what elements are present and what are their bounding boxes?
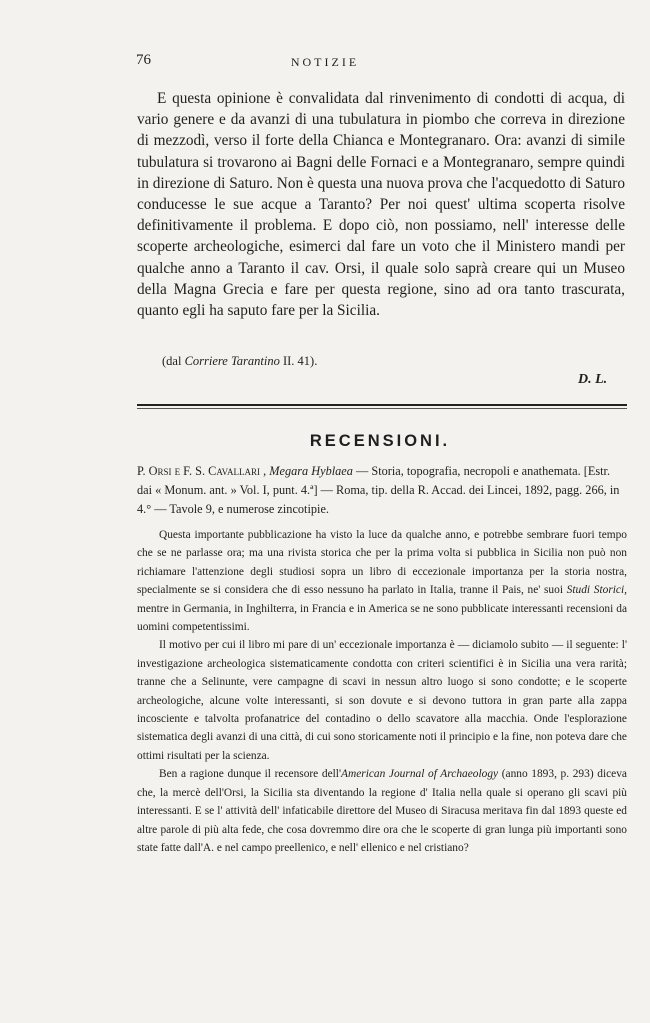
review-paragraph-2: Il motivo per cui il libro mi pare di un' eccezionale importanza è — diciamolo subito — il seguente: l' investigazione archeologica sistematicamente condotta con criteri scientifici è in Sicilia una vera rarità; tranne che a Selinunte, vere campagne di scavi in nessun altro luogo si sono condotte; e le scoperte archeologiche, alcune volte interessanti, si son dovute e si devono tuttora in gran parte alla zappa incosciente e talvolta profanatrice del contadino o dello scavatore alla macchia. Onde l'esplorazione sistematica degli avanzi di una città, di cui sono storicamente noti il principio e la fine, non poteva dare che ottimi risultati per la scienza.: [137, 639, 627, 762]
article-source: [162, 354, 317, 369]
review-p3-start: Ben a ragione dunque il recensore dell': [159, 768, 342, 781]
citation-title: Megara Hyblaea: [269, 464, 353, 478]
review-paragraph-3: [137, 765, 627, 857]
signature: D. L.: [578, 372, 608, 387]
section-title: RECENSIONI.: [309, 432, 451, 450]
citation-details: — Storia, topografia, necropoli e anathemata. [Estr. dai « Monum. ant. » Vol. I, punt. 4.ª] — Roma, tip. della R. Accad. dei Lincei, 1892, pagg. 266, in 4.° — Tavole 9, e numerose zincotipie.: [137, 464, 620, 516]
review-p3-italic: American Journal of Archaeology: [341, 768, 499, 781]
citation-authors: P. Orsi e F. S. Cavallari ,: [137, 464, 267, 478]
source-close: II. 41).: [282, 354, 318, 368]
article-paragraph: [137, 88, 625, 321]
book-citation: [137, 462, 627, 519]
page-header: [0, 52, 650, 72]
review-p1-italic: Studi Storici,: [566, 584, 627, 597]
review-p1-end: mentre in Germania, in Inghilterra, in Francia e in America se ne sono pubblicate interessanti recensioni da uomini competentissimi.: [137, 602, 627, 634]
page-number: 76: [136, 52, 151, 68]
review-paragraph-1: [137, 526, 627, 636]
review-p3-end: (anno 1893, p. 293) diceva che, la mercè dell'Orsi, la Sicilia sta diventando la regione d' Italia nella quale si operano gli scavi più interessanti. E se l' attività dell' infaticabile direttore del Museo di Siracusa meritava fin dal 1893 queste ed altre parole di più alta fede, che cosa dovremmo dire ora che le scoperte di gran lunga più importanti sono state fatte dall'A. e nel campo preellenico, e nell' ellenico e nel cristiano?: [137, 768, 627, 854]
source-open: (dal: [162, 354, 182, 368]
article-text: E questa opinione è convalidata dal rinvenimento di condotti di acqua, di vario genere e da avanzi di una tubulatura in piombo che correva in direzione di mezzodì, verso il forte della Chianca e Montegranaro. Ora: avanzi di simile tubulatura si trovarono ai Bagni delle Fornaci e a Montegranaro, sempre quindi in direzione di Saturo. Non è questa una nuova prova che l'acquedotto di Saturo conducesse le sue acque a Taranto? Per noi quest' ultima scoperta risolve definitivamente il problema. E dopo ciò, non possiamo, nell' interesse delle scoperte archeologiche, esimerci dal fare un voto che il Ministero mandi per qualche anno a Taranto il cav. Orsi, il quale solo saprà creare qui un Museo della Magna Grecia e fare per questa regione, sino ad ora tanto trascurata, quanto egli ha saputo fare per la Sicilia.: [137, 90, 625, 320]
section-divider-thin: [137, 408, 627, 409]
running-head: NOTIZIE: [290, 55, 360, 69]
review-body: [137, 526, 627, 857]
source-title: Corriere Tarantino: [184, 354, 280, 368]
review-p1-text: Questa importante pubblicazione ha visto la luce da qualche anno, e potrebbe sembrare fuori tempo che se ne parlasse ora; ma una rivista storica che per la prima volta si pubblica in Sicilia non può non richiamare l'attenzione degli studiosi sopra un libro di eccezionale importanza per la storia nostra, specialmente se si considera che di esso nessuno ha parlato in Italia, tranne il Pais, ne' suoi: [137, 529, 627, 597]
section-divider: [137, 404, 627, 406]
